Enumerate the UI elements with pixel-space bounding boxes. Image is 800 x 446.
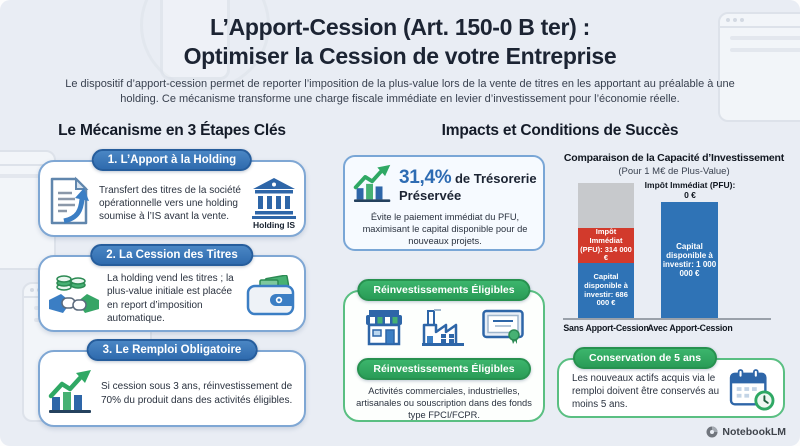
step-3-text: Si cession sous 3 ans, réinvestissement de 70% du produit dans des activités éligibles. xyxy=(101,381,293,406)
right-section-heading: Impacts et Conditions de Succès xyxy=(441,122,679,139)
notebooklm-attribution xyxy=(0,426,786,438)
bank-holding-icon xyxy=(252,177,296,230)
step-card-remploi xyxy=(38,344,306,427)
conservation-badge: Conservation de 5 ans xyxy=(573,347,717,369)
investment-comparison-chart xyxy=(551,150,797,340)
page-title-line2: Optimiser la Cession de votre Entreprise xyxy=(183,42,617,69)
storefront-icon xyxy=(364,308,404,351)
reinvestment-card xyxy=(343,284,545,422)
treasury-stat-card xyxy=(343,155,545,251)
growth-chart-icon xyxy=(48,369,94,418)
certificate-icon xyxy=(482,309,524,350)
bank-icon-label: Holding IS xyxy=(252,220,296,230)
stat-value: 31,4% xyxy=(399,166,452,188)
left-section-heading: Le Mécanisme en 3 Étapes Clés xyxy=(58,122,286,139)
step-1-badge: 1. L’Apport à la Holding xyxy=(92,149,252,171)
reinvestment-description: Activités commerciales, industrielles, artisanales ou souscription dans des fonds type FPCI/FCPR. xyxy=(356,386,532,421)
calendar-clock-icon xyxy=(729,369,775,416)
page-title xyxy=(0,13,800,71)
chart-subtitle: (Pour 1 M€ de Plus-Value) xyxy=(618,166,730,177)
factory-icon xyxy=(421,308,465,351)
bar-sans-tax-segment: Impôt Immédiat (PFU): 314 000 € xyxy=(578,228,634,263)
notebooklm-label: NotebookLM xyxy=(722,426,786,438)
chart-category-avec: Avec Apport-Cession xyxy=(647,323,733,333)
step-2-badge: 2. La Cession des Titres xyxy=(90,244,253,266)
document-transfer-icon xyxy=(48,176,92,231)
chart-title: Comparaison de la Capacité d’Investissement xyxy=(563,152,785,164)
step-2-text: La holding vend les titres ; la plus-value initiale est placée en report d’imposition automatique. xyxy=(107,273,234,324)
step-card-cession xyxy=(38,249,306,332)
bar-sans-remainder-segment xyxy=(578,183,634,228)
stat-caption: de Trésorerie Préservée xyxy=(399,170,537,203)
notebooklm-logo-icon xyxy=(706,426,718,438)
intro-text: Le dispositif d’apport-cession permet de reporter l’imposition de la plus-value lors de la vente de titres en les apportant au préalable à une holding. Ce mécanisme transforme une charge fiscale immédiate en levier d’investissement pour l’économie réelle. xyxy=(65,78,735,105)
step-3-badge: 3. Le Remploi Obligatoire xyxy=(87,339,258,361)
wallet-icon xyxy=(246,275,296,322)
stat-description: Évite le paiement immédiat du PFU, maximisant le capital disponible pour de nouveaux projets. xyxy=(362,212,528,247)
chart-baseline-axis xyxy=(563,318,771,320)
conservation-text: Les nouveaux actifs acquis via le remploi doivent être conservés au moins 5 ans. xyxy=(572,373,720,410)
stat-headline xyxy=(399,168,537,203)
bar-avec-tax-label: Impôt Immédiat (PFU): 0 € xyxy=(644,180,736,201)
handshake-coins-icon xyxy=(48,273,100,324)
reinvestment-badge-top: Réinvestissements Éligibles xyxy=(357,279,530,301)
step-1-text: Transfert des titres de la société opérationnelle vers une holding soumise à l’IS avant la vente. xyxy=(99,184,241,223)
conservation-card xyxy=(557,352,785,418)
reinvestment-badge-inner: Réinvestissements Éligibles xyxy=(357,358,530,380)
step-card-apport xyxy=(38,154,306,237)
bar-avec-capital-segment: Capital disponible à investir: 1 000 000 € xyxy=(661,202,718,318)
chart-category-sans: Sans Apport-Cession xyxy=(563,323,649,333)
bar-sans-capital-segment: Capital disponible à investir: 686 000 € xyxy=(578,263,634,318)
page-title-line1: L’Apport-Cession (Art. 150-0 B ter) : xyxy=(210,14,590,40)
growth-chart-icon xyxy=(353,164,393,207)
